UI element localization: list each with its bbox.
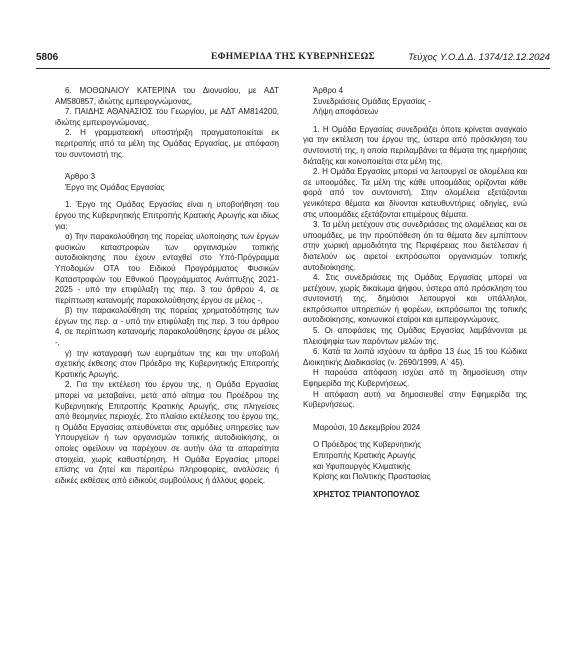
publication-clause: Η απόφαση αυτή να δημοσιευθεί στην Εφημερίδα της Κυβερνήσεως. bbox=[303, 389, 527, 410]
article-3-subtitle: Έργο της Ομάδας Εργασίας bbox=[65, 182, 165, 192]
article-3-para-1: 1. Έργο της Ομάδας Εργασίας είναι η υποβοήθηση του έργου της Κυβερνητικής Επιτροπής Κρατικής Αρωγής και ιδίως για: bbox=[55, 200, 279, 231]
article-3-title: Άρθρο 3 bbox=[65, 172, 96, 182]
signatory-name: ΧΡΗΣΤΟΣ ΤΡΙΑΝΤΟΠΟΥΛΟΣ bbox=[313, 489, 420, 499]
article-4-subtitle-2: Λήψη αποφάσεων bbox=[313, 107, 379, 117]
issue-info: Τεύχος Υ.Ο.Δ.Δ. 1374/12.12.2024 bbox=[408, 52, 550, 63]
secretarial-support: 2. Η γραμματειακή υποστήριξη πραγματοποιείται εκ περιτροπής από τα μέλη της Ομάδας Εργασίας, με απόφαση του συντονιστή της. bbox=[55, 128, 279, 159]
validity-clause: Η παρούσα απόφαση ισχύει από τη δημοσίευση στην Εφημερίδα της Κυβερνήσεως. bbox=[303, 368, 527, 389]
article-3-item-c: γ) την καταγραφή των ευρημάτων της και την υποβολή σχετικής έκθεσης στον Πρόεδρο της Κυβερνητικής Επιτροπής Κρατικής Αρωγής. bbox=[55, 348, 279, 379]
date-place: Μαρούσι, 10 Δεκεμβρίου 2024 bbox=[313, 422, 421, 432]
signatory-title-3: και Υφυπουργός Κλιματικής bbox=[313, 461, 411, 471]
article-4-para-6: 6. Κατά τα λοιπά ισχύουν τα άρθρα 13 έως 15 του Κώδικα Διοικητικής Διαδικασίας (ν. 2690/1999, Α΄ 45). bbox=[303, 347, 527, 367]
article-3-item-a: α) Την παρακολούθηση της πορείας υλοποίησης των έργων φυσικών καταστροφών των οργανισμών τοπικής αυτοδιοίκησης που έχουν ενταχθεί στο Υπό-Πρόγραμμα Υποδομών ΟΤΑ του Ειδικού Προγράμματος Φυσικών Καταστροφών του Εθνικού Προγράμματος Ανάπτυξης 2021-2025 - υπό την επιφύλαξη της περ. 3 του άρθρου 4, σε περίπτωση κατανομής παρακολούθησης έργου σε μέλος -, bbox=[55, 232, 279, 305]
header-rule bbox=[36, 68, 550, 69]
left-column bbox=[55, 86, 279, 486]
article-4-subtitle-1: Συνεδριάσεις Ομάδας Εργασίας - bbox=[313, 96, 431, 106]
page-header bbox=[36, 52, 550, 66]
article-3-para-2: 2. Για την εκτέλεση του έργου της, η Ομάδα Εργασίας μπορεί να μεταβαίνει, μετά από αίτημα του Προέδρου της Κυβερνητικής Επιτροπής Κρατικής Αρωγής, στις πληγείσες από θεομηνίες περιοχές. Στο πλαίσιο εκτέλεσης του έργου της, η Ομάδα Εργασίας απευθύνεται στις αρμόδιες υπηρεσίες των Υπουργείων ή των οργανισμών τοπικής αυτοδιοίκησης, οι οποίες οφείλουν να παρέχουν σε αυτήν όλα τα απαραίτητα στοιχεία, χωρίς καθυστέρηση. Η Ομάδα Εργασίας μπορεί επίσης να ζητεί και περαιτέρω πληροφορίες, αναλύσεις ή ειδικές εκθέσεις από ειδικούς συμβούλους ή άλλους φορείς. bbox=[55, 380, 279, 485]
article-4-para-5: 5. Οι αποφάσεις της Ομάδας Εργασίας λαμβάνονται με πλειοψηφία των παρόντων μελών της. bbox=[303, 326, 527, 346]
article-4-para-1: 1. Η Ομάδα Εργασίας συνεδριάζει όποτε κρίνεται αναγκαίο για την εκτέλεση του έργου της, ύστερα από πρόσκληση του συντονιστή της, η οποία περιλαμβάνει τα θέματα της ημερήσιας διάταξης και κοινοποιείται στα μέλη της. bbox=[303, 124, 527, 166]
article-4-title: Άρθρο 4 bbox=[313, 86, 344, 95]
page-number: 5806 bbox=[36, 52, 59, 63]
article-3-item-b: β) την παρακολούθηση της πορείας χρηματοδότησης των έργων της περ. α - υπό την επιφύλαξη της περ. 3 του άρθρου 4, σε περίπτωση κατανομής παρακολούθησης έργου σε μέλος -, bbox=[55, 306, 279, 348]
newspaper-title: ΕΦΗΜΕΡΙΔΑ ΤΗΣ ΚΥΒΕΡΝΗΣΕΩΣ bbox=[210, 52, 376, 62]
right-column bbox=[303, 86, 527, 500]
signatory-title-4: Κρίσης και Πολιτικής Προστασίας bbox=[313, 472, 431, 482]
member-6: 6. ΜΟΘΩΝΑΙΟΥ ΚΑΤΕΡΙΝΑ του Διονυσίου, με ΑΔΤ ΑΜ580857, ιδιώτης εμπειρογνώμονας, bbox=[55, 86, 279, 106]
member-7: 7. ΠΑΙΔΗΣ ΑΘΑΝΑΣΙΟΣ του Γεωργίου, με ΑΔΤ ΑΜ814200, ιδιώτης εμπειρογνώμονας. bbox=[55, 107, 279, 127]
signatory-title-1: Ο Πρόεδρος της Κυβερνητικής bbox=[313, 440, 422, 450]
signatory-title-2: Επιτροπής Κρατικής Αρωγής bbox=[313, 451, 416, 460]
article-4-para-3: 3. Τα μέλη μετέχουν στις συνεδριάσεις της ολομέλειας και σε υποομάδες, με την προϋπόθεση ότι τα θέματα δεν εμπίπτουν στην χωρική αρμοδιότητα της Περιφέρειας που διετέλεσαν ή διατελούν ως αιρετοί εκπρόσωποι οργανισμών τοπικής αυτοδιοίκησης. bbox=[303, 220, 527, 272]
article-4-para-4: 4. Στις συνεδριάσεις της Ομάδας Εργασίας μπορεί να μετέχουν, χωρίς δικαίωμα ψήφου, ύστερα από πρόσκληση του συντονιστή της, δημόσιοι λειτουργοί και υπάλληλοι, εκπρόσωποι υπηρεσιών ή φορέων, εκπρόσωποι της τοπικής αυτοδιοίκησης, κοινωνικοί εταίροι και εμπειρογνώμονες. bbox=[303, 273, 527, 325]
article-4-para-2: 2. Η Ομάδα Εργασίας μπορεί να λειτουργεί σε ολομέλεια και σε υποομάδες. Τα μέλη της κάθε υποομάδας ορίζονται κάθε φορά από τον συντονιστή. Στην ολομέλεια εξετάζονται γενικότερα θέματα και δίνονται κατευθυντήριες οδηγίες, ενώ στις υποομάδες εξετάζονται επιμέρους θέματα. bbox=[303, 167, 527, 219]
